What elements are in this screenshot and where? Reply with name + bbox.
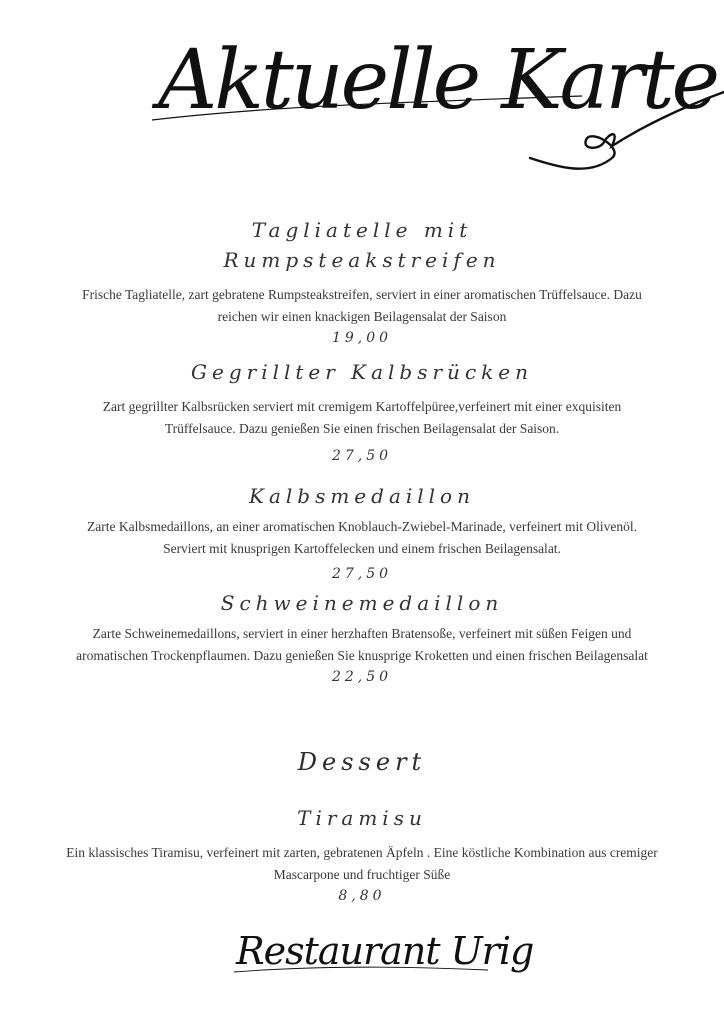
menu-item (60, 216, 664, 348)
dish-price: 27,50 (331, 448, 393, 464)
dish-description: Ein klassisches Tiramisu, verfeinert mit zarten, gebratenen Äpfeln . Eine köstliche Kombination aus cremiger Mascarpone und fruchtiger Süße (66, 845, 658, 882)
dish-price: 22,50 (331, 669, 393, 685)
dish-name: Schweinemedaillon (220, 591, 504, 615)
menu-item (60, 358, 664, 466)
menu-item (60, 589, 664, 687)
dish-name: Tagliatelle mit (251, 218, 473, 242)
dish-name: Gegrillter Kalbsrücken (191, 360, 533, 384)
restaurant-name-text: Restaurant Urig (236, 929, 534, 973)
dish-description: Zarte Kalbsmedaillons, an einer aromatischen Knoblauch-Zwiebel-Marinade, verfeinert mit Olivenöl. Serviert mit knusprigen Kartoffelecken und einem frischen Beilagensalat. (87, 519, 637, 556)
dish-description: Zarte Schweinemedaillons, serviert in einer herzhaften Bratensoße, verfeinert mit süßen Feigen und aromatischen Trockenpflaumen. Dazu genießen Sie knusprige Kroketten und einen frischen Beilagensalat (76, 626, 648, 663)
dish-price: 27,50 (331, 566, 393, 582)
dish-description: Zart gegrillter Kalbsrücken serviert mit cremigem Kartoffelpüree,verfeinert mit einer exquisiten Trüffelsauce. Dazu genießen Sie einen frischen Beilagensalat der Saison. (102, 399, 622, 436)
heart-swoosh-icon (520, 88, 724, 178)
menu-item (60, 804, 664, 906)
dish-name: Kalbsmedaillon (249, 484, 475, 508)
dish-description: Frische Tagliatelle, zart gebratene Rumpsteakstreifen, serviert in einer aromatischen Trüffelsauce. Dazu reichen wir einen knackigen Beilagensalat der Saison (82, 287, 642, 324)
dish-price: 19,00 (331, 330, 393, 346)
restaurant-signature (232, 926, 534, 982)
menu-item (60, 482, 664, 584)
dish-name-continued: Rumpsteakstreifen (223, 248, 501, 272)
menu-title-text: Aktuelle Karte (158, 33, 718, 128)
dish-price: 8,80 (338, 888, 386, 904)
dish-name: Tiramisu (297, 806, 427, 830)
section-heading-dessert: Dessert (297, 748, 427, 776)
